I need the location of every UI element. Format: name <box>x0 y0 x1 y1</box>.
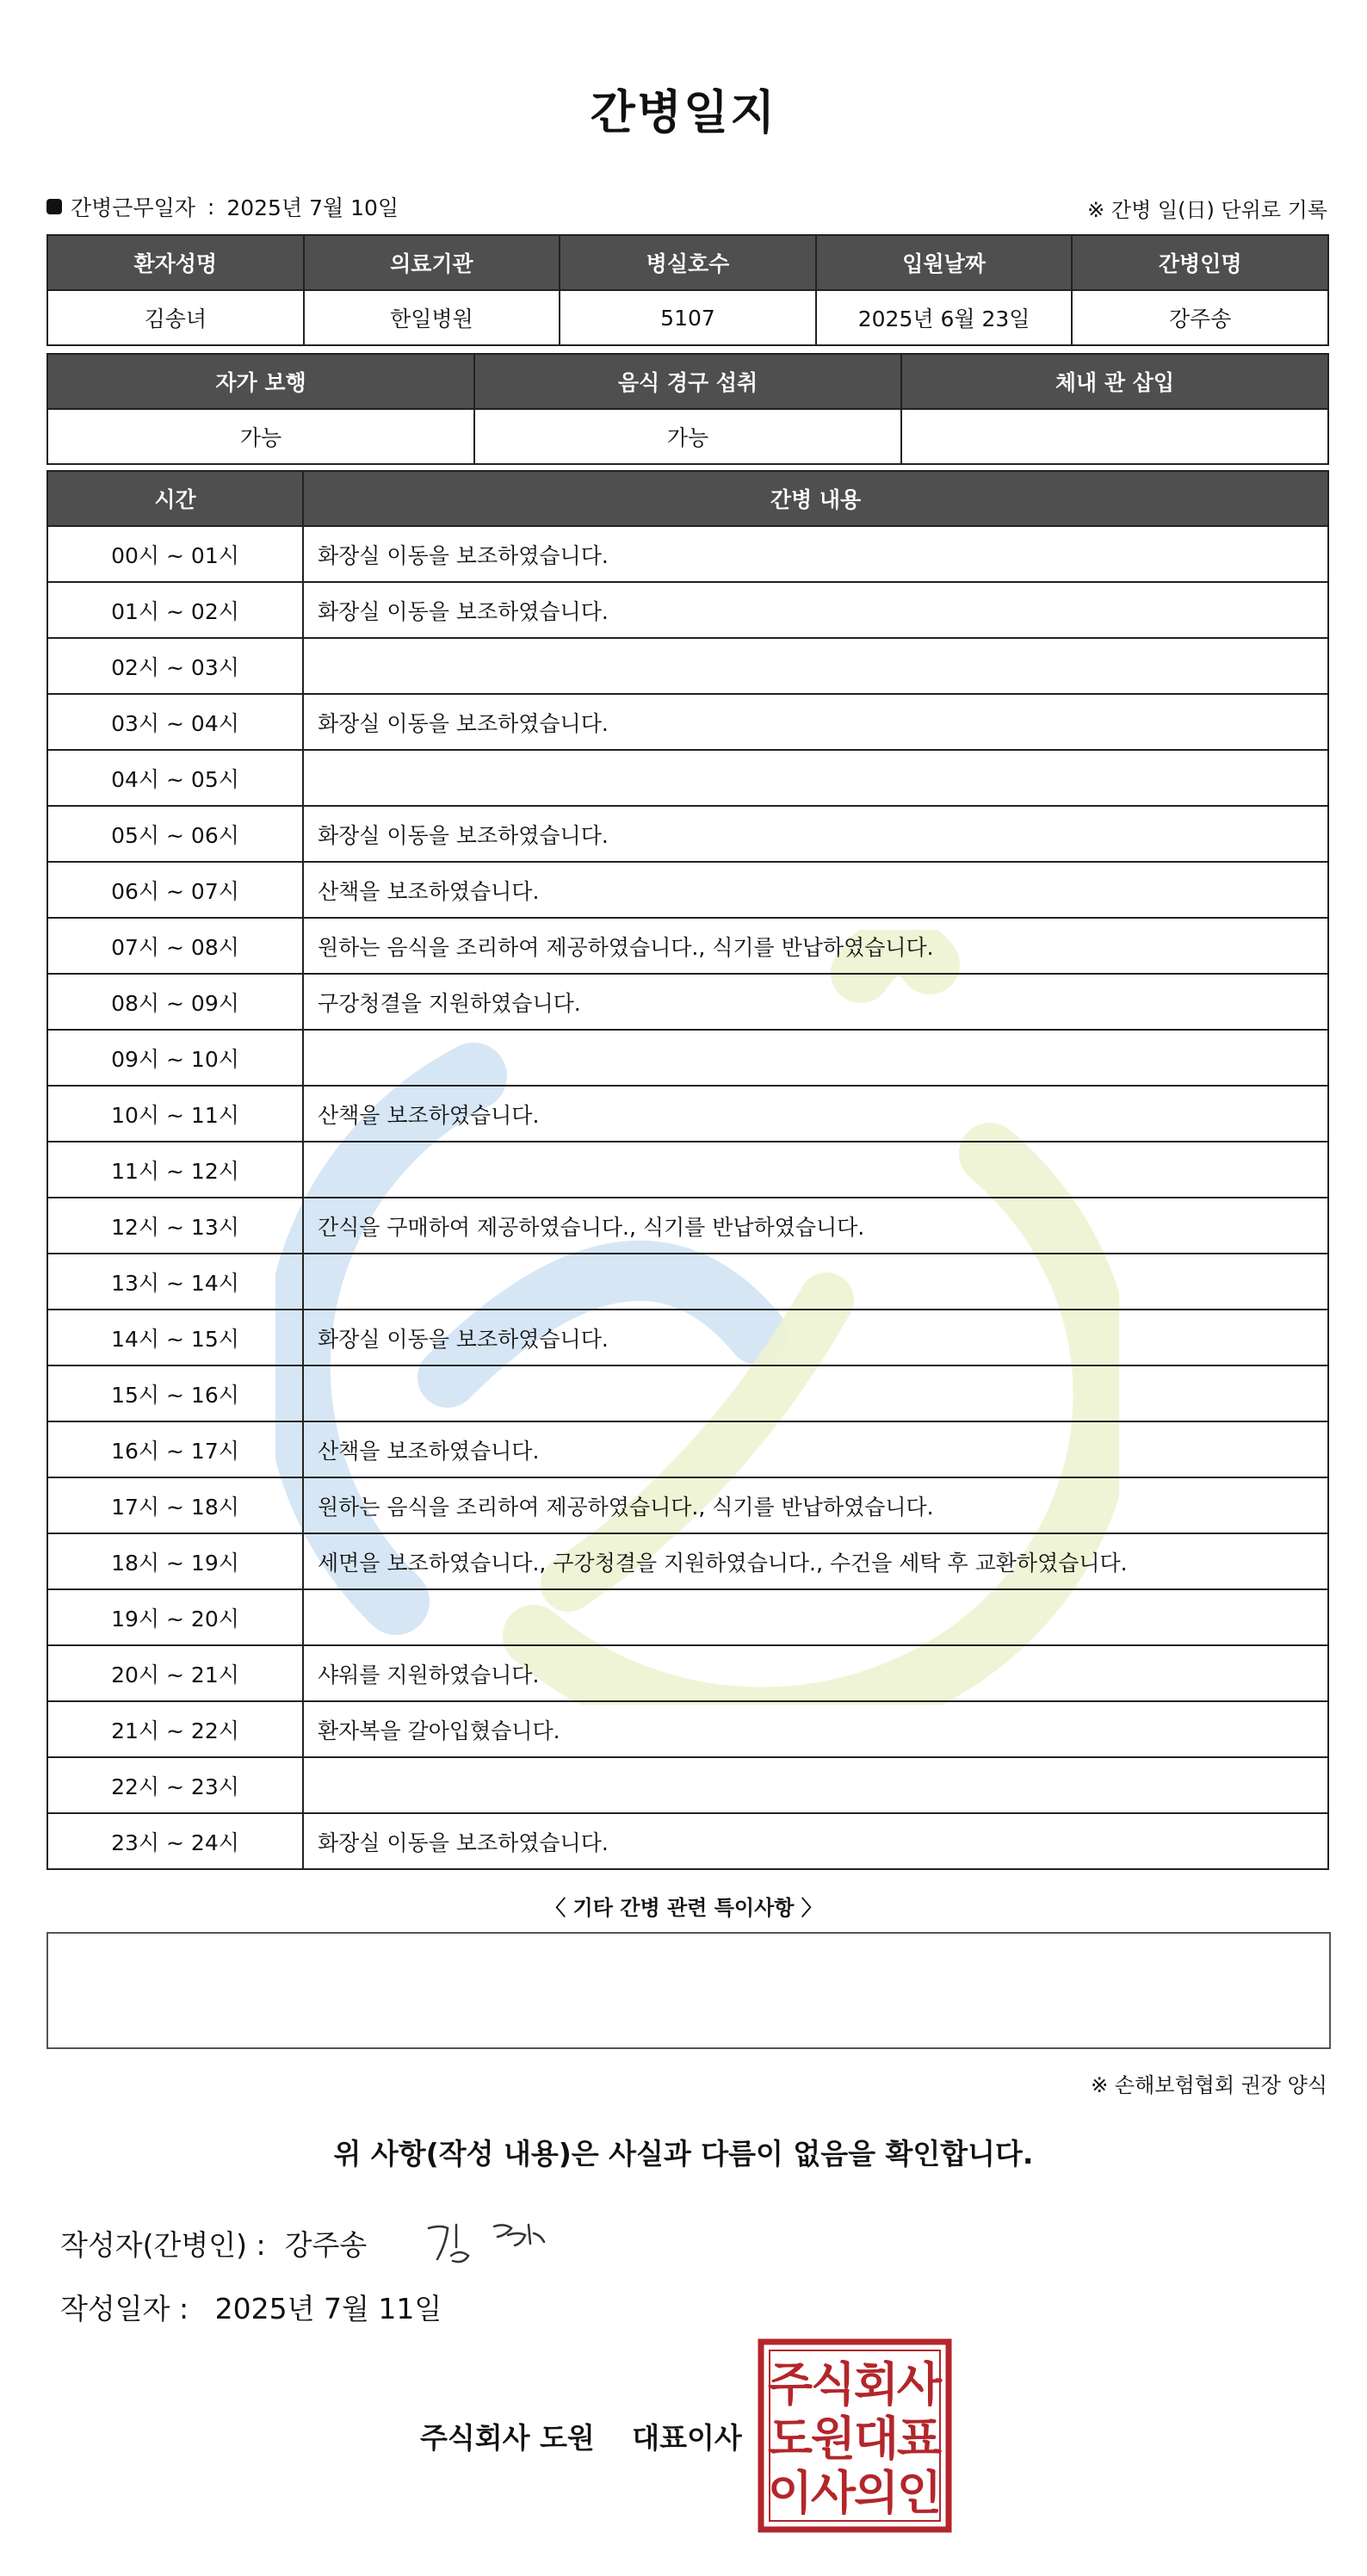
table-row <box>47 1589 1328 1645</box>
time-cell: 12시 ~ 13시 <box>47 1198 303 1254</box>
table-row <box>47 1142 1328 1198</box>
content-cell <box>303 1365 1328 1421</box>
content-cell <box>303 638 1328 694</box>
writer-label: 작성자(간병인) : <box>60 2228 266 2262</box>
caregiver-name: 강주송 <box>1072 290 1328 345</box>
confirmation-statement: 위 사항(작성 내용)은 사실과 다름이 없음을 확인합니다. <box>333 2137 1034 2170</box>
svg-text:인: 인 <box>896 2466 943 2520</box>
time-cell: 06시 ~ 07시 <box>47 862 303 918</box>
table-row <box>47 750 1328 806</box>
table-row <box>47 1254 1328 1310</box>
content-cell <box>303 1589 1328 1645</box>
time-cell: 15시 ~ 16시 <box>47 1365 303 1421</box>
condition-table <box>46 353 1329 465</box>
company-seal <box>758 2338 952 2533</box>
hospital-name: 한일병원 <box>304 290 560 345</box>
time-cell: 00시 ~ 01시 <box>47 526 303 582</box>
svg-text:표: 표 <box>896 2412 943 2466</box>
table-row <box>47 1701 1328 1757</box>
time-cell: 23시 ~ 24시 <box>47 1813 303 1869</box>
table-row <box>47 1533 1328 1589</box>
writer-line <box>60 2223 367 2263</box>
header-tube-insertion: 체내 관 삽입 <box>901 354 1328 409</box>
table-row <box>47 1030 1328 1086</box>
content-cell: 원하는 음식을 조리하여 제공하였습니다., 식기를 반납하였습니다. <box>303 1477 1328 1533</box>
document-title: 간병일지 <box>590 85 777 139</box>
patient-name: 김송녀 <box>47 290 304 345</box>
special-notes-box <box>46 1932 1331 2049</box>
content-cell <box>303 1142 1328 1198</box>
recommend-note: ※ 손해보험협회 권장 양식 <box>1091 2073 1327 2097</box>
care-log-header-row <box>47 471 1328 526</box>
table-row <box>47 1645 1328 1701</box>
special-notes-title: 〈 기타 간병 관련 특이사항 〉 <box>545 1896 822 1920</box>
patient-value-row <box>47 290 1328 345</box>
condition-value-row <box>47 409 1328 464</box>
content-cell <box>303 1030 1328 1086</box>
table-row <box>47 526 1328 582</box>
time-cell: 22시 ~ 23시 <box>47 1757 303 1813</box>
svg-text:원: 원 <box>810 2412 857 2466</box>
content-cell: 샤워를 지원하였습니다. <box>303 1645 1328 1701</box>
svg-text:의: 의 <box>853 2466 900 2520</box>
time-cell: 14시 ~ 15시 <box>47 1310 303 1365</box>
time-cell: 02시 ~ 03시 <box>47 638 303 694</box>
content-cell: 간식을 구매하여 제공하였습니다., 식기를 반납하였습니다. <box>303 1198 1328 1254</box>
company-representative: 대표이사 <box>632 2421 742 2455</box>
content-cell <box>303 1757 1328 1813</box>
time-cell: 18시 ~ 19시 <box>47 1533 303 1589</box>
care-log-table <box>46 470 1329 1870</box>
table-row <box>47 1198 1328 1254</box>
table-row <box>47 1310 1328 1365</box>
time-cell: 20시 ~ 21시 <box>47 1645 303 1701</box>
table-row <box>47 694 1328 750</box>
header-hospital: 의료기관 <box>304 235 560 290</box>
header-oral-intake: 음식 경구 섭취 <box>474 354 901 409</box>
table-row <box>47 974 1328 1030</box>
content-cell <box>303 750 1328 806</box>
content-cell: 산책을 보조하였습니다. <box>303 1086 1328 1142</box>
tube-insertion-value <box>901 409 1328 464</box>
header-admission-date: 입원날짜 <box>816 235 1073 290</box>
company-name: 주식회사 도원 <box>420 2421 595 2455</box>
handwritten-signature <box>422 2209 560 2269</box>
content-cell <box>303 1254 1328 1310</box>
table-row <box>47 582 1328 638</box>
content-cell: 환자복을 갈아입혔습니다. <box>303 1701 1328 1757</box>
header-caregiver-name: 간병인명 <box>1072 235 1328 290</box>
self-walking-value: 가능 <box>47 409 474 464</box>
table-row <box>47 806 1328 862</box>
svg-text:도: 도 <box>767 2412 813 2466</box>
written-date-value: 2025년 7월 11일 <box>214 2292 442 2325</box>
svg-text:이: 이 <box>767 2466 813 2520</box>
table-row <box>47 1757 1328 1813</box>
time-cell: 13시 ~ 14시 <box>47 1254 303 1310</box>
record-note: ※ 간병 일(日) 단위로 기록 <box>1087 198 1327 222</box>
svg-text:사: 사 <box>810 2466 857 2520</box>
header-care-content: 간병 내용 <box>303 471 1328 526</box>
content-cell: 산책을 보조하였습니다. <box>303 1421 1328 1477</box>
content-cell: 산책을 보조하였습니다. <box>303 862 1328 918</box>
patient-info-table <box>46 234 1329 346</box>
admission-date: 2025년 6월 23일 <box>816 290 1073 345</box>
time-cell: 05시 ~ 06시 <box>47 806 303 862</box>
work-date-separator: : <box>207 194 215 220</box>
room-number: 5107 <box>560 290 816 345</box>
content-cell: 화장실 이동을 보조하였습니다. <box>303 582 1328 638</box>
header-time: 시간 <box>47 471 303 526</box>
time-cell: 09시 ~ 10시 <box>47 1030 303 1086</box>
content-cell: 화장실 이동을 보조하였습니다. <box>303 526 1328 582</box>
content-cell: 화장실 이동을 보조하였습니다. <box>303 806 1328 862</box>
table-row <box>47 638 1328 694</box>
time-cell: 10시 ~ 11시 <box>47 1086 303 1142</box>
content-cell: 화장실 이동을 보조하였습니다. <box>303 1310 1328 1365</box>
condition-header-row <box>47 354 1328 409</box>
company-line <box>420 2416 742 2456</box>
svg-text:대: 대 <box>853 2412 900 2466</box>
patient-header-row <box>47 235 1328 290</box>
svg-text:사: 사 <box>896 2357 943 2412</box>
time-cell: 19시 ~ 20시 <box>47 1589 303 1645</box>
time-cell: 11시 ~ 12시 <box>47 1142 303 1198</box>
writer-name: 강주송 <box>284 2228 368 2262</box>
header-room-number: 병실호수 <box>560 235 816 290</box>
content-cell: 원하는 음식을 조리하여 제공하였습니다., 식기를 반납하였습니다. <box>303 918 1328 974</box>
header-patient-name: 환자성명 <box>47 235 304 290</box>
time-cell: 16시 ~ 17시 <box>47 1421 303 1477</box>
content-cell: 화장실 이동을 보조하였습니다. <box>303 1813 1328 1869</box>
svg-text:식: 식 <box>810 2357 857 2412</box>
content-cell: 구강청결을 지원하였습니다. <box>303 974 1328 1030</box>
svg-text:회: 회 <box>853 2357 900 2412</box>
written-date-label: 작성일자 : <box>60 2292 189 2325</box>
table-row <box>47 1421 1328 1477</box>
table-row <box>47 1813 1328 1869</box>
time-cell: 07시 ~ 08시 <box>47 918 303 974</box>
work-date-line <box>46 191 399 222</box>
square-bullet-icon <box>46 199 62 214</box>
table-row <box>47 1086 1328 1142</box>
time-cell: 01시 ~ 02시 <box>47 582 303 638</box>
time-cell: 21시 ~ 22시 <box>47 1701 303 1757</box>
written-date-line <box>60 2287 442 2327</box>
content-cell: 세면을 보조하였습니다., 구강청결을 지원하였습니다., 수건을 세탁 후 교환하였습니다. <box>303 1533 1328 1589</box>
work-date-value: 2025년 7월 10일 <box>226 195 399 220</box>
table-row <box>47 1365 1328 1421</box>
oral-intake-value: 가능 <box>474 409 901 464</box>
time-cell: 04시 ~ 05시 <box>47 750 303 806</box>
svg-text:주: 주 <box>767 2357 813 2412</box>
table-row <box>47 1477 1328 1533</box>
header-self-walking: 자가 보행 <box>47 354 474 409</box>
time-cell: 17시 ~ 18시 <box>47 1477 303 1533</box>
time-cell: 03시 ~ 04시 <box>47 694 303 750</box>
content-cell: 화장실 이동을 보조하였습니다. <box>303 694 1328 750</box>
table-row <box>47 918 1328 974</box>
time-cell: 08시 ~ 09시 <box>47 974 303 1030</box>
work-date-label: 간병근무일자 <box>71 195 195 220</box>
table-row <box>47 862 1328 918</box>
